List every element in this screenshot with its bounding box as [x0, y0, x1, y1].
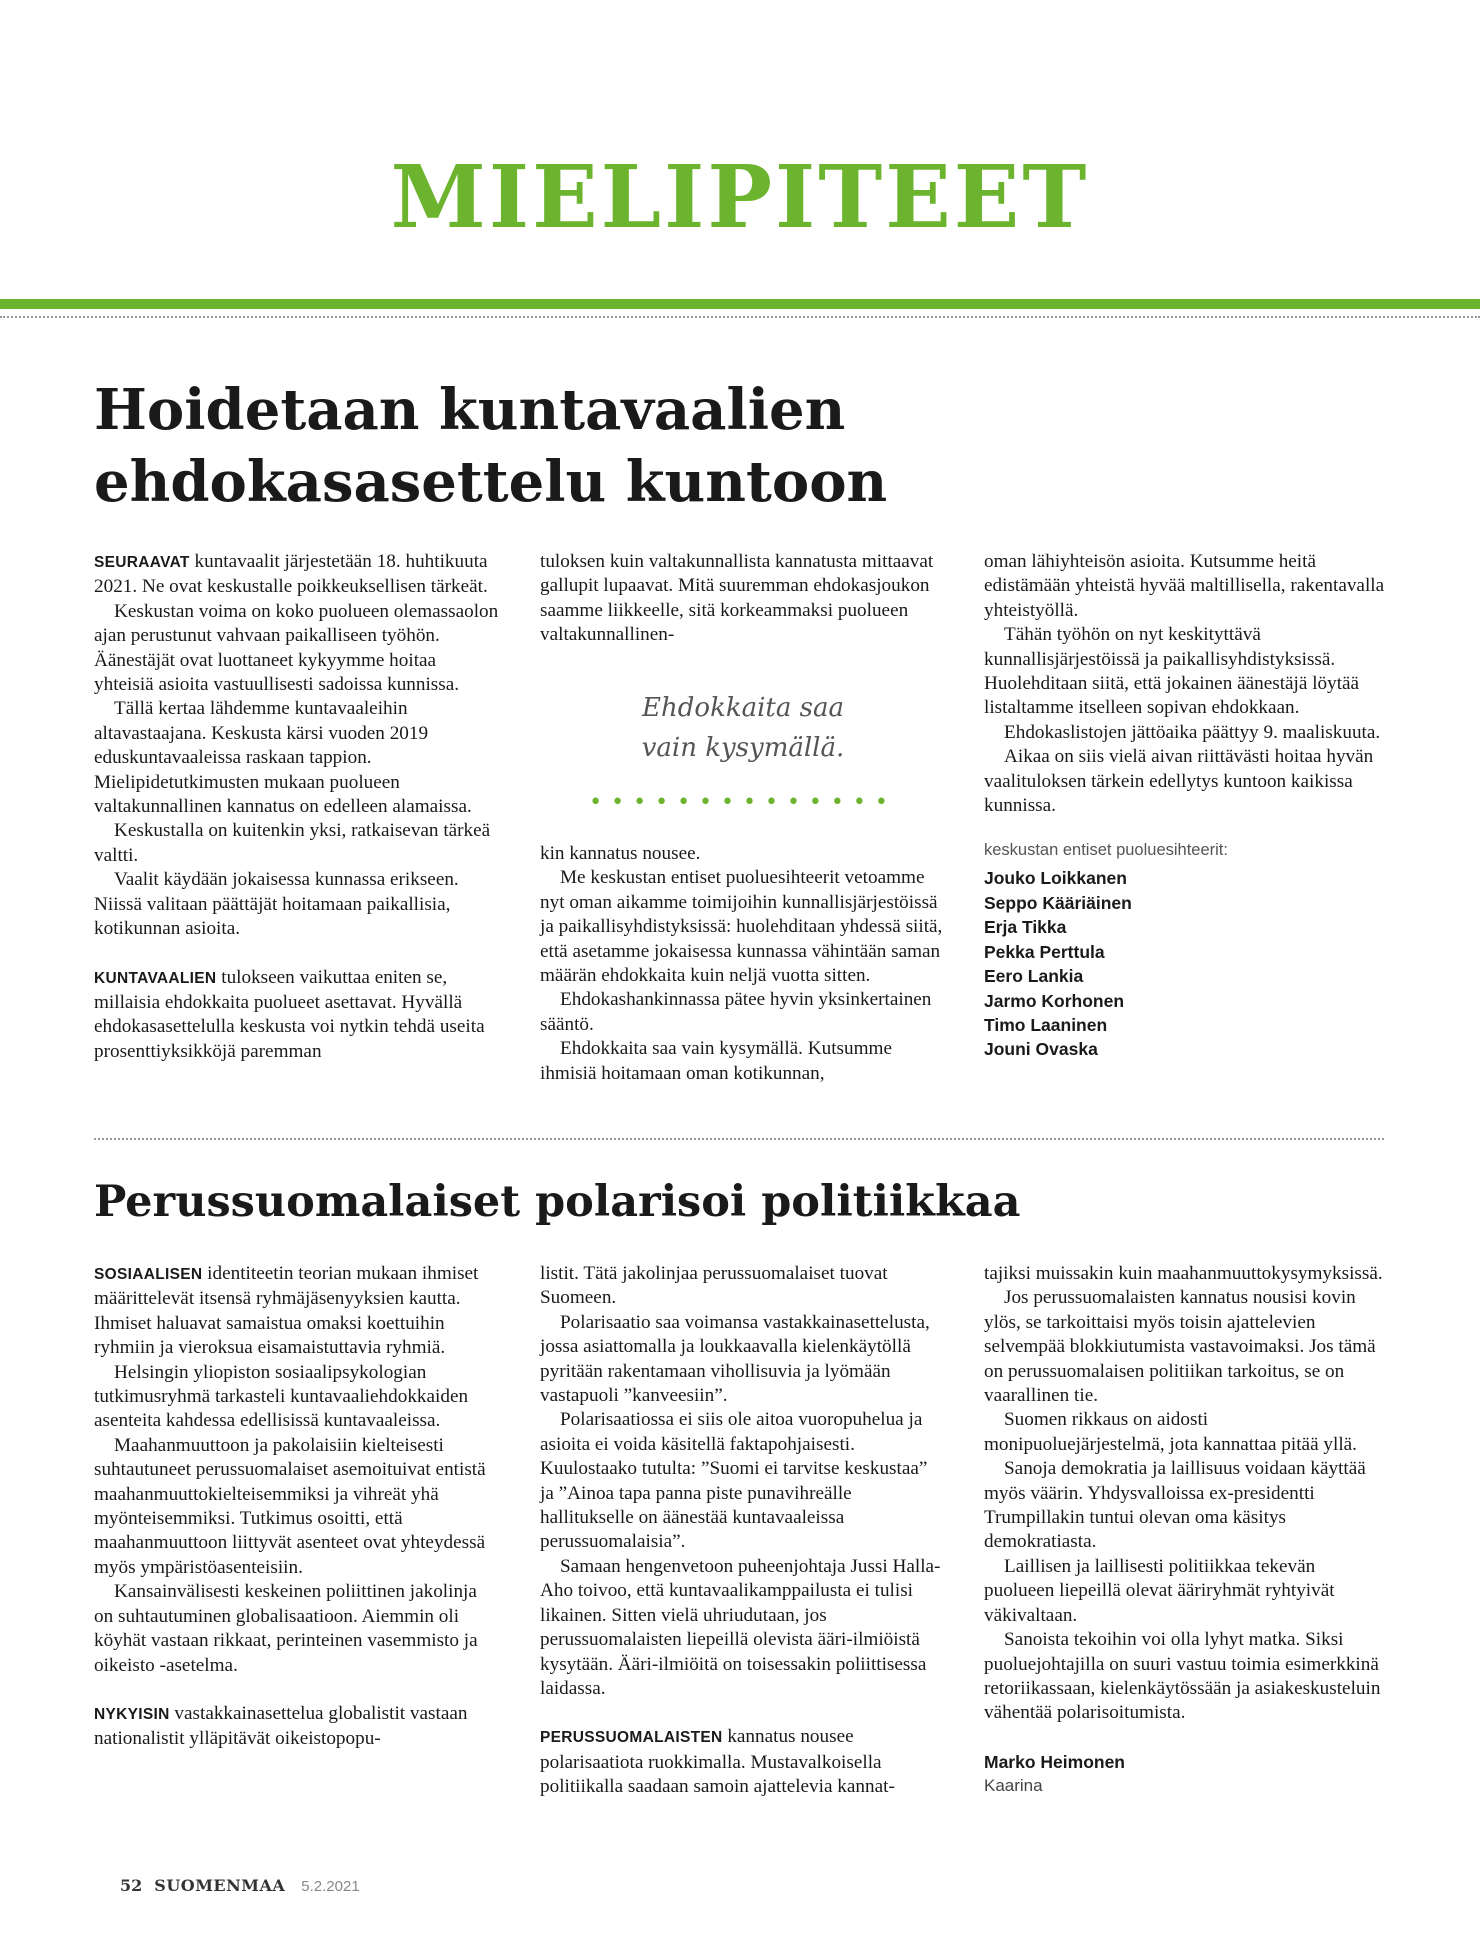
article1-headline	[94, 374, 887, 518]
article1-column-3	[984, 550, 1390, 1062]
lead-word: SOSIAALISEN	[94, 1266, 203, 1283]
signatory-name: Pekka Perttula	[984, 941, 1105, 962]
paragraph: Maahanmuuttoon ja pakolaisiin kielteisesti suhtautuneet perussuomalaiset asemoituivat entistä maahanmuuttokielteisemmiksi ja vihreät yhä myönteisemmiksi. Tutkimus osoitti, että maahanmuuttoon liittyvät asenteet ovat yhteydessä myös ympäristöasenteisiin.	[94, 1434, 486, 1578]
page-footer	[120, 1876, 360, 1900]
signatory-name: Eero Lankia	[984, 966, 1084, 987]
paragraph: Sanoja demokratia ja laillisuus voidaan käyttää myös väärin. Yhdysvalloissa ex-presidentti Trumpillakin tuntui olevan oma käsitys demokratiasta.	[984, 1458, 1366, 1553]
article2-column-1	[94, 1262, 500, 1752]
paragraph: Sanoista tekoihin voi olla lyhyt matka. Siksi puoluejohtajilla on suuri vastuu toimia esimerkkinä retoriikassaan, kielenkäytössään ja asiakeskusteluin vähentää polarisoitumista.	[984, 1629, 1381, 1724]
paragraph: SOSIAALISEN identiteetin teorian mukaan ihmiset määrittelevät itsensä ryhmäjäsenyyksien kautta. Ihmiset haluavat samaistua omaksi koettuihin ryhmiin ja vieroksua eisamaistuttavia ryhmiä.	[94, 1263, 479, 1359]
paragraph: Helsingin yliopiston sosiaalipsykologian tutkimusryhmä tarkasteli kuntavaaliehdokkaiden asenteita kahdessa edellisissä kuntavaaleissa.	[94, 1361, 469, 1432]
article1-column-2-bottom	[540, 842, 946, 1086]
article1-column-2-top	[540, 550, 946, 648]
article2-column-2	[540, 1262, 946, 1800]
article2-headline: Perussuomalaiset polarisoi politiikkaa	[94, 1177, 1021, 1227]
paragraph: oman lähiyhteisön asioita. Kutsumme heitä edistämään yhteistä hyvää maltillisella, rakentavalla yhteistyöllä.	[984, 551, 1385, 621]
article-divider	[94, 1138, 1384, 1140]
lead-word: NYKYISIN	[94, 1705, 170, 1723]
paragraph: Polarisaatiossa ei siis ole aitoa vuoropuhelua ja asioita ei voida käsitellä faktapohjaisesti. Kuulostaako tutulta: ”Suomi ei tarvitse keskustaa” ja ”Ainoa tapa panna piste punavihreälle hallitukselle on äänestää kuntavaaleissa perussuomalaisia”.	[540, 1409, 928, 1553]
signatory-name: Jouni Ovaska	[984, 1039, 1098, 1060]
pull-quote	[540, 688, 946, 815]
paragraph: Keskustan voima on koko puolueen olemassaolon ajan perustunut vahvaan paikalliseen työhön. Äänestäjät ovat luottaneet kykyymme hoitaa yhteisiä asioita vastuullisesti sadoissa kunnissa.	[94, 600, 499, 696]
pull-quote-line: Ehdokkaita saa	[642, 693, 844, 723]
pull-quote-dots: ••••••••••••••	[589, 790, 897, 815]
paragraph: listit. Tätä jakolinjaa perussuomalaiset tuovat Suomeen.	[540, 1263, 888, 1309]
signatory-name: Jouko Loikkanen	[984, 868, 1127, 889]
paragraph: Ehdokkaita saa vain kysymällä. Kutsumme ihmisiä hoitamaan oman kotikunnan,	[540, 1038, 892, 1084]
accent-rule	[0, 299, 1480, 309]
article2-column-3	[984, 1262, 1390, 1799]
paragraph: SEURAAVAT kuntavaalit järjestetään 18. huhtikuuta 2021. Ne ovat keskustalle poikkeuksellisen tärkeät.	[94, 551, 488, 598]
paragraph: Kansainvälisesti keskeinen poliittinen jakolinja on suhtautuminen globalisaatioon. Aiemmin oli köyhät vastaan rikkaat, perinteinen vasemmisto ja oikeisto -asetelma.	[94, 1581, 478, 1676]
paragraph: Tähän työhön on nyt keskityttävä kunnallisjärjestöissä ja paikallisyhdistyksissä. Huolehditaan siitä, että jokainen äänestäjä löytää listaltamme itselleen sopivan ehdokkaan.	[984, 624, 1360, 719]
paragraph: PERUSSUOMALAISTEN kannatus nousee polarisaatiota ruokkimalla. Mustavalkoisella politiikalla saadaan samoin ajattelevia kannat-	[540, 1726, 895, 1798]
paragraph: Jos perussuomalaisten kannatus nousisi kovin ylös, se tarkoittaisi myös toisin ajattelevien selvempää blokkiutumista vastavoimaksi. Jos tämä on perussuomalaisen politiikan tarkoitus, se on vaarallinen tie.	[984, 1287, 1376, 1407]
paragraph: Vaalit käydään jokaisessa kunnassa erikseen. Niissä valitaan päättäjät hoitamaan paikallisia, kotikunnan asioita.	[94, 869, 459, 940]
paragraph: kin kannatus nousee.	[540, 843, 701, 864]
paragraph: Suomen rikkaus on aidosti monipuoluejärjestelmä, jota kannattaa pitää yllä.	[984, 1409, 1357, 1455]
signatory-name: Seppo Kääriäinen	[984, 892, 1132, 913]
paragraph: Ehdokashankinnassa pätee hyvin yksinkertainen sääntö.	[540, 989, 932, 1035]
headline-line2: ehdokasasettelu kuntoon	[94, 449, 888, 515]
paragraph: tuloksen kuin valtakunnallista kannatusta mittaavat gallupit lupaavat. Mitä suuremman ehdokasjoukon saamme liikkeelle, sitä korkeammaksi puolueen valtakunnallinen-	[540, 551, 934, 646]
author-name: Marko Heimonen	[984, 1751, 1125, 1772]
paragraph: Samaan hengenvetoon puheenjohtaja Jussi Halla-Aho toivoo, että kuntavaalikamppailusta ei tulisi likainen. Sitten vielä uhriudutaan, jos perussuomalaisten liepeillä olevista ääri-ilmiöistä kysytään. Ääri-ilmiöitä on toisessakin poliittisessa laidassa.	[540, 1555, 941, 1699]
paragraph: Laillisen ja laillisesti politiikkaa tekevän puolueen liepeillä olevat ääriryhmät ryhtyivät väkivaltaan.	[984, 1555, 1335, 1626]
headline-line1: Hoidetaan kuntavaalien	[94, 377, 846, 443]
paragraph: Me keskustan entiset puoluesihteerit vetoamme nyt oman aikamme toimijoihin kunnallisjärjestöissä ja paikallisyhdistyksissä: huolehditaan yhdessä siitä, että asetamme jokaisessa kunnassa vähintään saman määrän ehdokkaita kuin neljä vuotta sitten.	[540, 867, 943, 987]
paragraph: Tällä kertaa lähdemme kuntavaaleihin altavastaajana. Keskusta kärsi vuoden 2019 eduskuntavaaleissa raskaan tappion. Mielipidetutkimusten mukaan puolueen valtakunnallinen kannatus on edelleen alamaissa.	[94, 698, 472, 818]
author-place: Kaarina	[984, 1776, 1043, 1796]
signatories-intro: keskustan entiset puoluesihteerit:	[984, 841, 1228, 860]
issue-date: 5.2.2021	[301, 1878, 360, 1895]
signatory-name: Timo Laaninen	[984, 1014, 1108, 1035]
page-number: 52	[120, 1876, 143, 1895]
paragraph: tajiksi muissakin kuin maahanmuuttokysymyksissä.	[984, 1263, 1383, 1284]
section-title: MIELIPITEET	[390, 147, 1090, 248]
paragraph: Ehdokaslistojen jättöaika päättyy 9. maaliskuuta.	[1004, 721, 1381, 743]
paragraph: Keskustalla on kuitenkin yksi, ratkaisevan tärkeä valtti.	[94, 820, 491, 866]
dotted-divider	[0, 316, 1480, 318]
paragraph: KUNTAVAALIEN tulokseen vaikuttaa eniten se, millaisia ehdokkaita puolueet asettavat. Hyvällä ehdokasasettelulla keskusta voi nytkin tehdä useita prosenttiyksikköjä paremman	[94, 966, 485, 1062]
paragraph: NYKYISIN vastakkainasettelua globalistit vastaan nationalistit ylläpitävät oikeistopopu-	[94, 1702, 468, 1750]
paragraph: Polarisaatio saa voimansa vastakkainasettelusta, jossa asiattomalla ja loukkaavalla kielenkäytöllä pyritään rakentamaan vihollisuvia ja lyömään vastapuoli ”kanveesiin”.	[540, 1311, 930, 1407]
lead-word: SEURAAVAT	[94, 554, 190, 571]
signatory-name: Jarmo Korhonen	[984, 990, 1125, 1011]
pull-quote-line: vain kysymällä.	[641, 733, 845, 763]
article1-column-1	[94, 550, 500, 1064]
signatory-name: Erja Tikka	[984, 917, 1067, 938]
magazine-name: SUOMENMAA	[154, 1876, 286, 1895]
lead-word: PERUSSUOMALAISTEN	[540, 1729, 723, 1747]
paragraph: Aikaa on siis vielä aivan riittävästi hoitaa hyvän vaalituloksen tärkein edellytys kuntoon kaikissa kunnissa.	[984, 746, 1374, 817]
lead-word: KUNTAVAALIEN	[94, 969, 217, 987]
